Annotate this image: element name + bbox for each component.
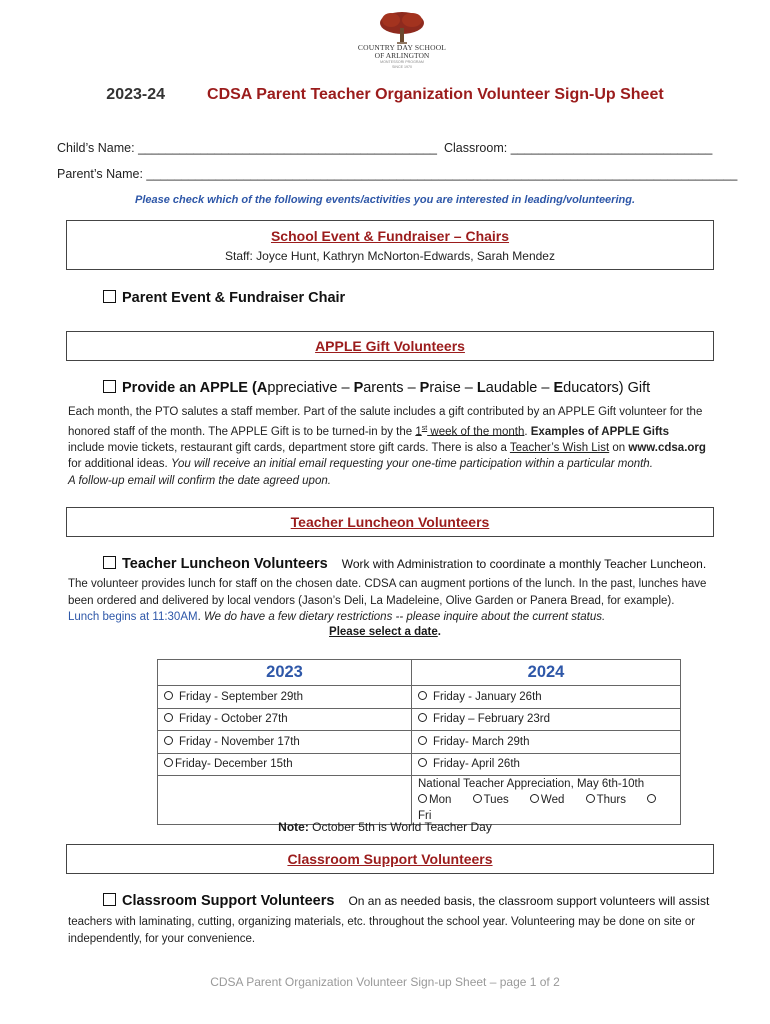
logo-line-1: COUNTRY DAY SCHOOL <box>357 43 447 52</box>
radio-button[interactable] <box>586 794 595 803</box>
table-row <box>158 686 681 709</box>
classroom-line[interactable]: _____________________________ <box>510 141 713 155</box>
section-luncheon-header <box>66 507 714 537</box>
checkbox[interactable] <box>103 556 116 569</box>
parent-name-field[interactable] <box>57 167 737 181</box>
date-option[interactable]: Friday - January 26th <box>412 686 681 709</box>
day-option[interactable]: Wed <box>530 794 573 806</box>
date-option[interactable]: Friday - September 29th <box>158 686 412 709</box>
section-classroom-title: Classroom Support Volunteers <box>287 851 493 867</box>
radio-button[interactable] <box>418 691 427 700</box>
table-row <box>158 708 681 731</box>
apple-description: Each month, the PTO salutes a staff member. Part of the salute includes a gift contributed by an APPLE Gift volunteer for the honored staff of the month. The APPLE Gift is to be turned-in by the 1st week of the month. Examples of APPLE Gifts include movie tickets, restaurant gift cards, department store gift cards. There is also a Teacher’s Wish List on www.cdsa.org for additional ideas. You will receive an initial email requesting your one-time participation within a particular month. A follow-up email will confirm the date agreed upon. <box>68 406 706 487</box>
radio-button[interactable] <box>418 794 427 803</box>
parent-name-line[interactable]: _____________________________________________________________________________________ <box>146 167 738 181</box>
radio-button[interactable] <box>164 691 173 700</box>
page-title <box>0 86 770 104</box>
radio-button[interactable] <box>418 736 427 745</box>
day-option[interactable]: Mon <box>418 794 460 806</box>
title-text: CDSA Parent Teacher Organization Volunteer Sign-Up Sheet <box>207 86 664 103</box>
school-year: 2023-24 <box>106 86 166 103</box>
radio-button[interactable] <box>530 794 539 803</box>
chair-option-label: Parent Event & Fundraiser Chair <box>122 290 346 306</box>
checkbox[interactable] <box>103 893 116 906</box>
date-option[interactable]: Friday – February 23rd <box>412 708 681 731</box>
table-row <box>158 776 681 825</box>
classroom-description: teachers with laminating, cutting, organizing materials, etc. throughout the school year. Volunteering may be done on site or independently, for your convenience. <box>68 916 696 945</box>
radio-button[interactable] <box>418 758 427 767</box>
section-chairs-title: School Event & Fundraiser – Chairs <box>270 228 510 244</box>
radio-button[interactable] <box>164 713 173 722</box>
parent-name-label: Parent’s Name: <box>57 167 143 181</box>
date-option[interactable]: Friday- December 15th <box>158 753 412 776</box>
section-classroom-header <box>66 844 714 874</box>
page-footer: CDSA Parent Organization Volunteer Sign-up Sheet – page 1 of 2 <box>210 975 560 989</box>
date-option[interactable]: Friday- April 26th <box>412 753 681 776</box>
teacher-appreciation-label: National Teacher Appreciation, May 6th-10th <box>418 778 645 790</box>
world-teacher-day-note: Note: October 5th is World Teacher Day <box>278 820 492 834</box>
classroom-checkbox-option[interactable] <box>103 893 709 909</box>
day-option[interactable]: Tues <box>473 794 518 806</box>
empty-cell <box>158 776 412 825</box>
section-apple-title: APPLE Gift Volunteers <box>315 338 465 354</box>
radio-button[interactable] <box>647 794 656 803</box>
luncheon-option-label: Teacher Luncheon Volunteers <box>122 556 328 572</box>
table-row <box>158 731 681 754</box>
section-chairs-header <box>66 220 714 270</box>
logo-line-2: OF ARLINGTON <box>374 51 430 60</box>
date-option[interactable]: Friday- March 29th <box>412 731 681 754</box>
col-2024-header: 2024 <box>412 660 681 686</box>
instruction-text: Please check which of the following events/activities you are interested in leading/volunteering. <box>134 194 636 206</box>
date-option[interactable]: Friday - November 17th <box>158 731 412 754</box>
classroom-label: Classroom: <box>444 141 508 155</box>
section-apple-header <box>66 331 714 361</box>
radio-button[interactable] <box>473 794 482 803</box>
child-name-label: Child’s Name: <box>57 141 135 155</box>
select-date-prompt: Please select a date. <box>329 626 441 638</box>
child-name-field[interactable] <box>57 141 437 155</box>
day-option[interactable]: Thurs <box>586 794 635 806</box>
apple-option-label: Provide an APPLE (Appreciative – Parents – Praise – Laudable – Educators) Gift <box>122 380 651 396</box>
apple-checkbox-option[interactable] <box>103 380 650 396</box>
table-row <box>158 753 681 776</box>
logo-line-4: SINCE 1970 <box>392 65 412 69</box>
radio-button[interactable] <box>164 736 173 745</box>
checkbox[interactable] <box>103 380 116 393</box>
luncheon-side-text: Work with Administration to coordinate a monthly Teacher Luncheon. <box>341 557 707 571</box>
classroom-field[interactable] <box>444 141 712 155</box>
date-option[interactable]: Friday - October 27th <box>158 708 412 731</box>
classroom-side-text: On an as needed basis, the classroom support volunteers will assist <box>348 894 710 908</box>
website-link[interactable]: www.cdsa.org <box>628 441 706 454</box>
luncheon-checkbox-option[interactable] <box>103 556 706 572</box>
child-name-line[interactable]: ___________________________________________ <box>138 141 437 155</box>
col-2023-header: 2023 <box>158 660 412 686</box>
chair-checkbox-option[interactable] <box>103 290 345 306</box>
radio-button[interactable] <box>418 713 427 722</box>
wish-list-link[interactable]: Teacher’s Wish List <box>509 441 610 454</box>
checkbox[interactable] <box>103 290 116 303</box>
day-option[interactable]: Fri <box>418 794 658 822</box>
section-chairs-staff: Staff: Joyce Hunt, Kathryn McNorton-Edwards, Sarah Mendez <box>225 249 555 263</box>
oak-tree-icon <box>377 10 427 44</box>
radio-button[interactable] <box>164 758 173 767</box>
luncheon-dates-table <box>157 659 681 825</box>
luncheon-description: The volunteer provides lunch for staff on the chosen date. CDSA can augment portions of the lunch. In the past, lunches have been ordered and delivered by local vendors (Jason’s Deli, La Madeleine, Olive Garden or Panera Bread, for example). Lunch begins at 11:30AM. We do have a few dietary restrictions -- please inquire about the current status. <box>68 578 707 623</box>
teacher-appreciation-cell <box>412 776 681 825</box>
logo-line-3: MONTESSORI PROGRAM <box>380 60 424 64</box>
school-logo <box>345 10 459 78</box>
section-luncheon-title: Teacher Luncheon Volunteers <box>290 514 490 530</box>
classroom-option-label: Classroom Support Volunteers <box>122 893 335 909</box>
